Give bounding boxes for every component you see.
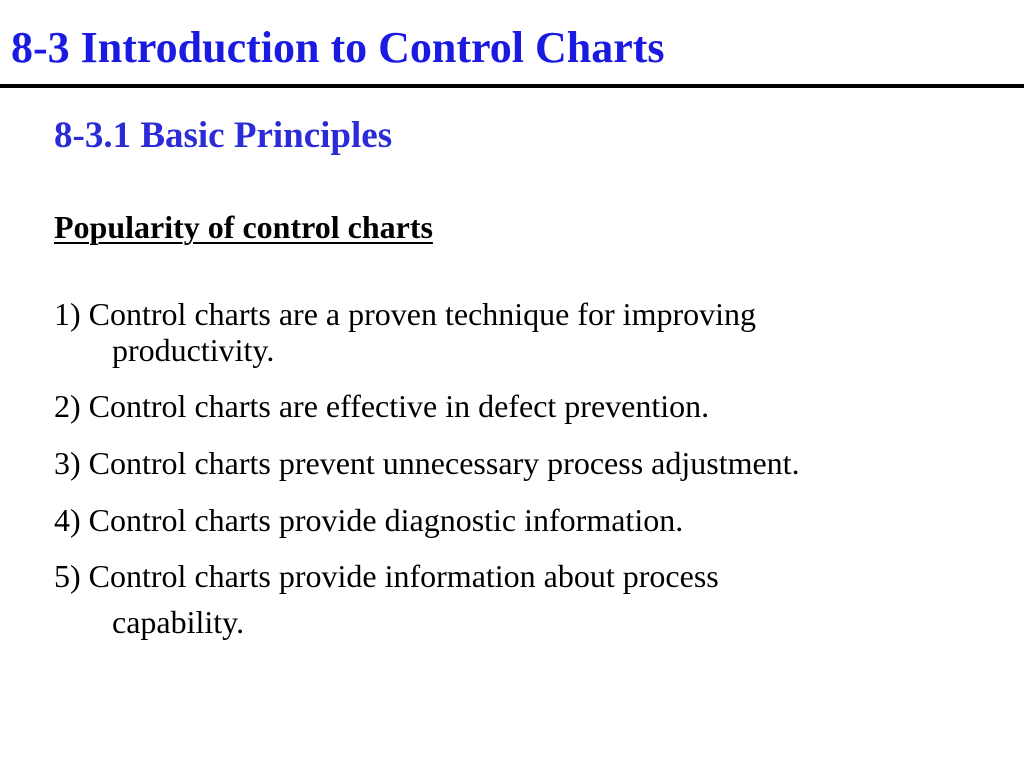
bullet-point-1 xyxy=(54,296,1014,368)
bullet-point-3-line-1: 3) Control charts prevent unnecessary process adjustment. xyxy=(54,445,800,481)
bullet-point-4-line-1: 4) Control charts provide diagnostic information. xyxy=(54,502,684,538)
bullet-point-4 xyxy=(54,502,1014,538)
bullet-point-2-line-1: 2) Control charts are effective in defect prevention. xyxy=(54,388,710,424)
bullet-point-1-line-1: 1) Control charts are a proven technique for improving xyxy=(54,296,756,332)
bullet-point-5 xyxy=(54,558,1014,640)
sub-heading: Popularity of control charts xyxy=(54,209,433,245)
section-heading: 8-3.1 Basic Principles xyxy=(54,115,393,156)
bullet-point-5-line-2: capability. xyxy=(112,604,245,640)
title-divider xyxy=(0,84,1024,88)
bullet-point-1-line-2: productivity. xyxy=(112,332,275,368)
slide-title: 8-3 Introduction to Control Charts xyxy=(11,23,665,72)
bullet-point-2 xyxy=(54,388,1014,424)
bullet-point-5-line-1: 5) Control charts provide information about process xyxy=(54,558,719,594)
bullet-point-3 xyxy=(54,445,1014,481)
